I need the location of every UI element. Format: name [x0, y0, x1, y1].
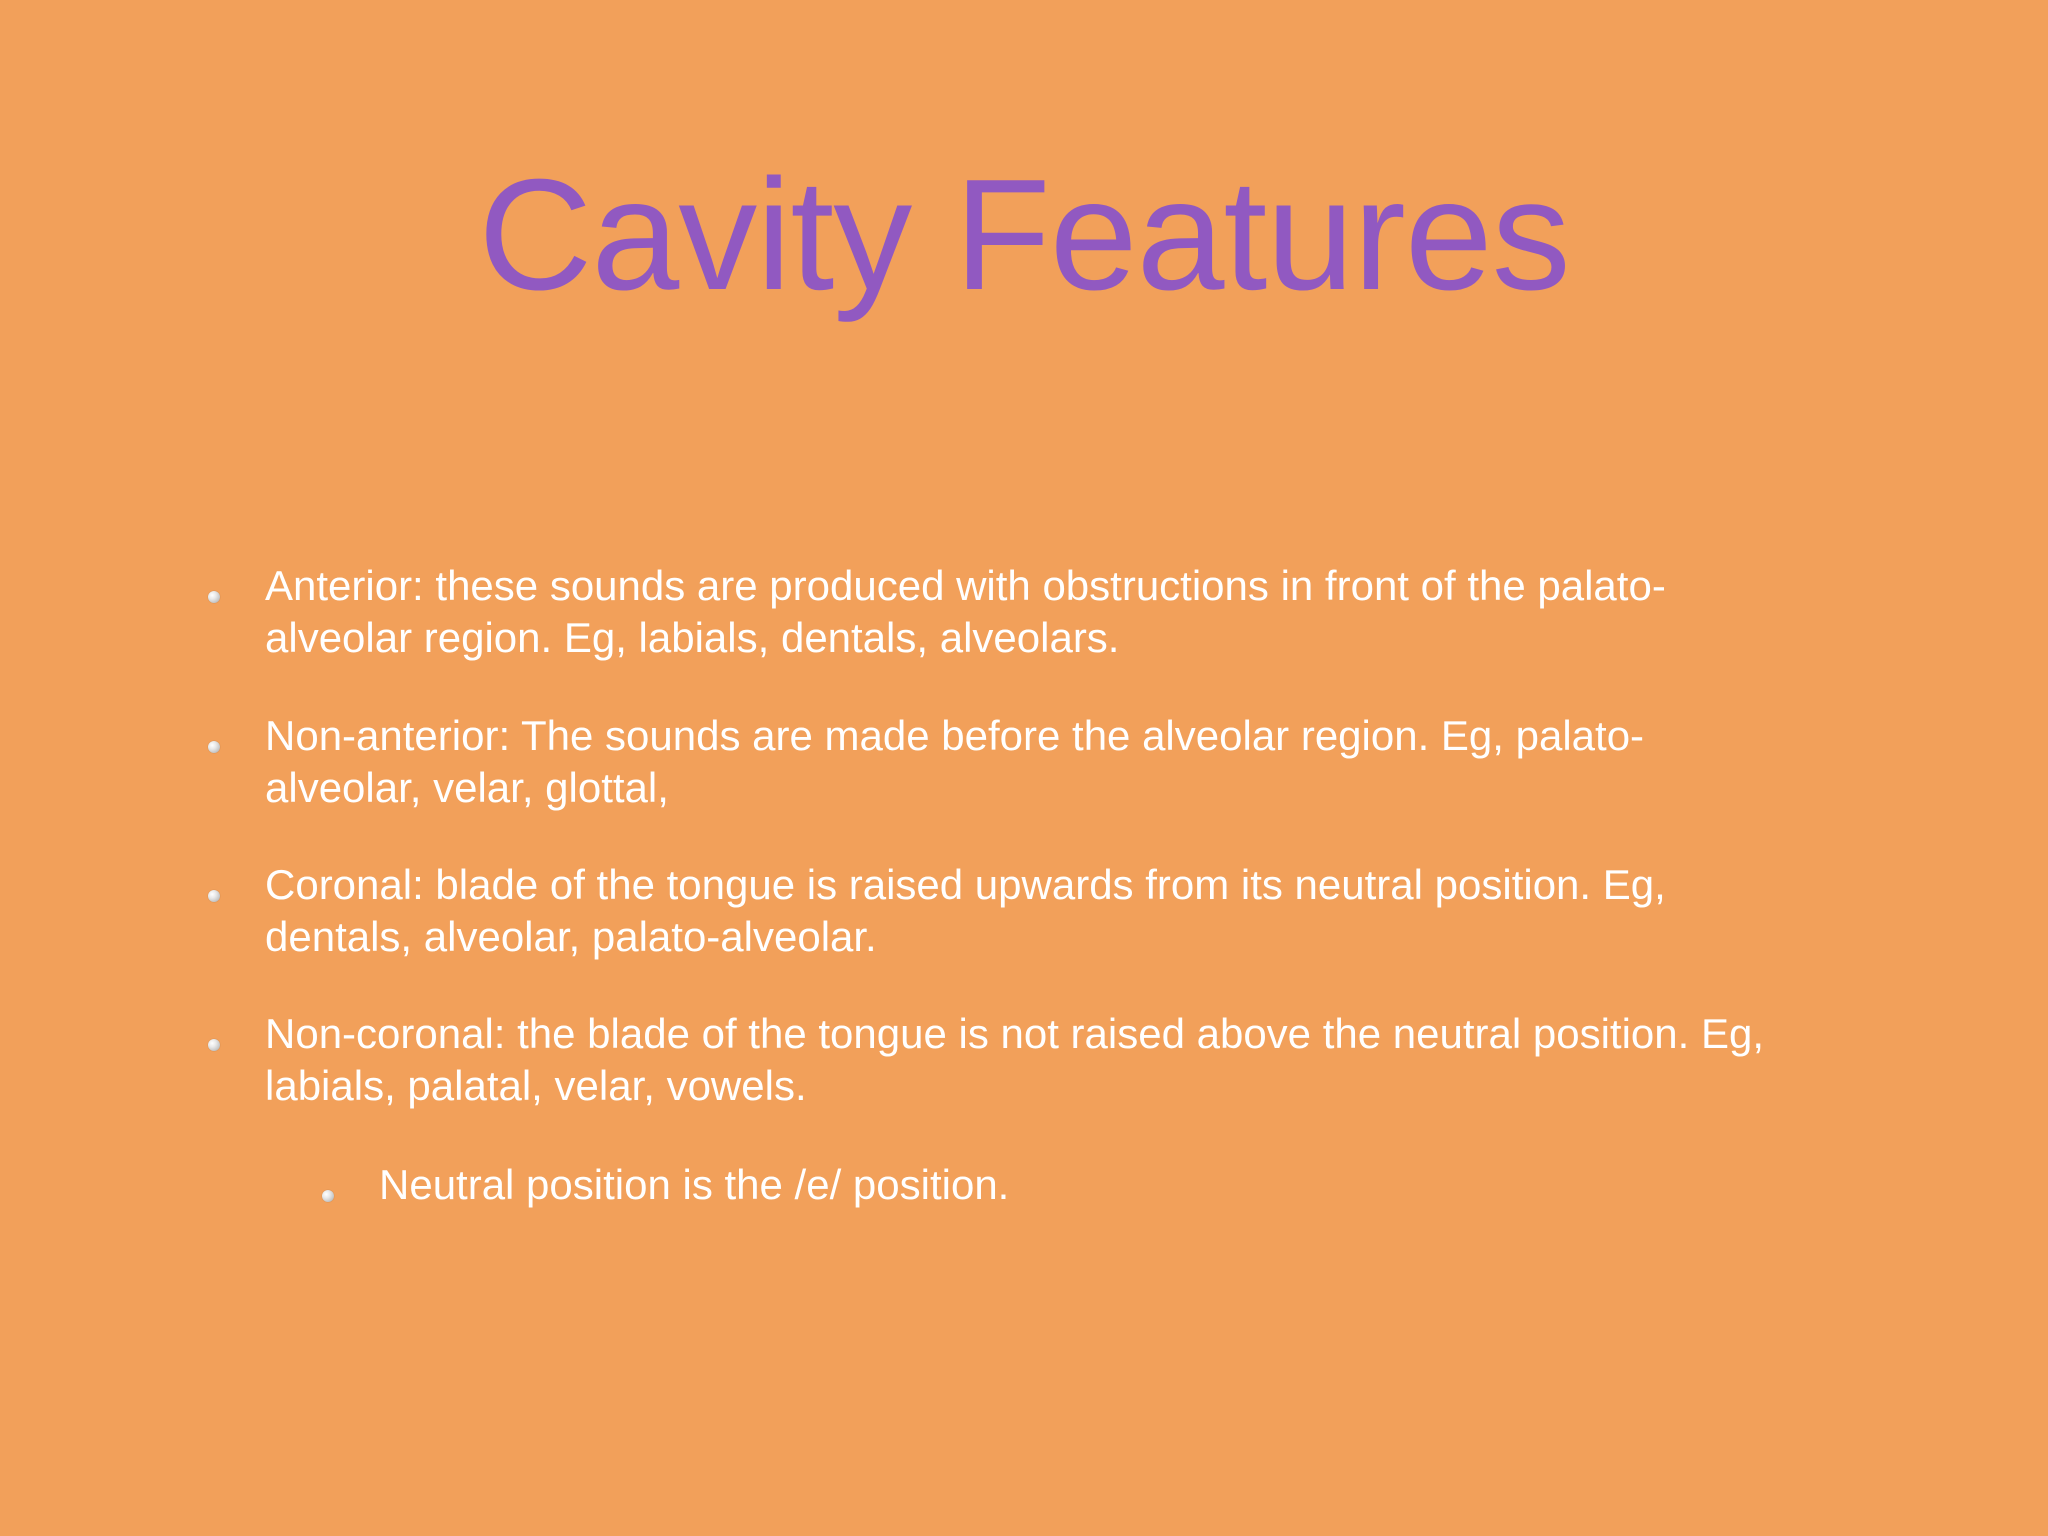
bullet-text-line-1: Non-coronal: the blade of the tongue is not raised above the neutral position. Eg,: [265, 1010, 1764, 1057]
subbullet-item-neutral-position: [322, 1159, 1722, 1219]
bullet-text-line-2: alveolar region. Eg, labials, dentals, alveolars.: [265, 614, 1120, 661]
bullet-item-coronal: [208, 859, 1858, 969]
slide-title: Cavity Features: [478, 147, 1570, 323]
bullet-text-line-1: Coronal: blade of the tongue is raised upwards from its neutral position. Eg,: [265, 861, 1666, 908]
subbullet-text: Neutral position is the /e/ position.: [379, 1161, 1010, 1208]
bullet-text-line-2: alveolar, velar, glottal,: [265, 764, 669, 811]
bullet-item-non-coronal: [208, 1008, 1858, 1118]
bullet-text-line-2: labials, palatal, velar, vowels.: [265, 1062, 807, 1109]
bullet-dot-icon: [208, 741, 220, 753]
bullet-dot-icon: [322, 1190, 334, 1202]
bullet-dot-icon: [208, 1039, 220, 1051]
bullet-item-anterior: [208, 560, 1858, 670]
bullet-text-line-2: dentals, alveolar, palato-alveolar.: [265, 913, 877, 960]
bullet-dot-icon: [208, 890, 220, 902]
bullet-text-line-1: Non-anterior: The sounds are made before the alveolar region. Eg, palato-: [265, 712, 1645, 759]
bullet-item-non-anterior: [208, 710, 1858, 820]
bullet-text-line-1: Anterior: these sounds are produced with obstructions in front of the palato-: [265, 562, 1666, 609]
bullet-dot-icon: [208, 591, 220, 603]
